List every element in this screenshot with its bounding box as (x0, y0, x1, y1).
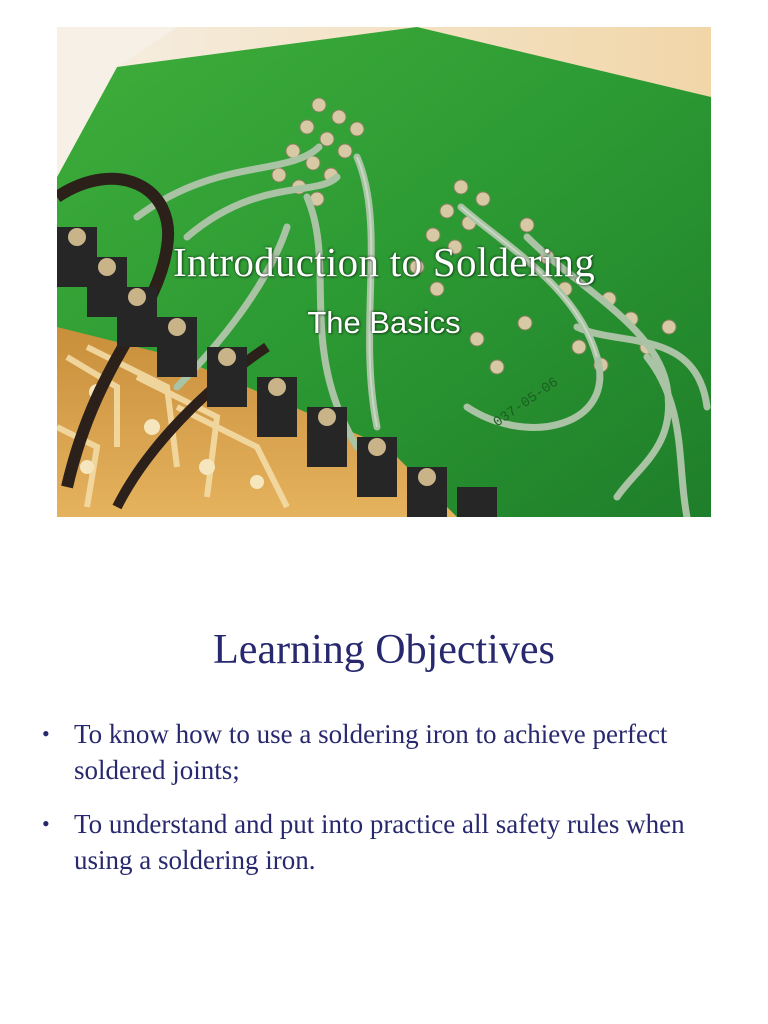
title-slide (57, 27, 711, 517)
svg-text:037-05-06: 037-05-06 (490, 374, 562, 432)
objective-text: To know how to use a soldering iron to achieve perfect soldered joints; (74, 719, 668, 785)
objective-item-1 (42, 716, 722, 788)
presentation-title: Introduction to Soldering (172, 239, 595, 285)
bullet-icon: • (42, 811, 50, 836)
objective-item-2 (42, 806, 722, 878)
objective-text: To understand and put into practice all safety rules when using a soldering iron. (74, 809, 685, 875)
learning-objectives-heading: Learning Objectives (213, 627, 555, 673)
bullet-icon: • (42, 721, 50, 746)
presentation-subtitle: The Basics (307, 305, 461, 340)
objectives-list (42, 716, 722, 896)
